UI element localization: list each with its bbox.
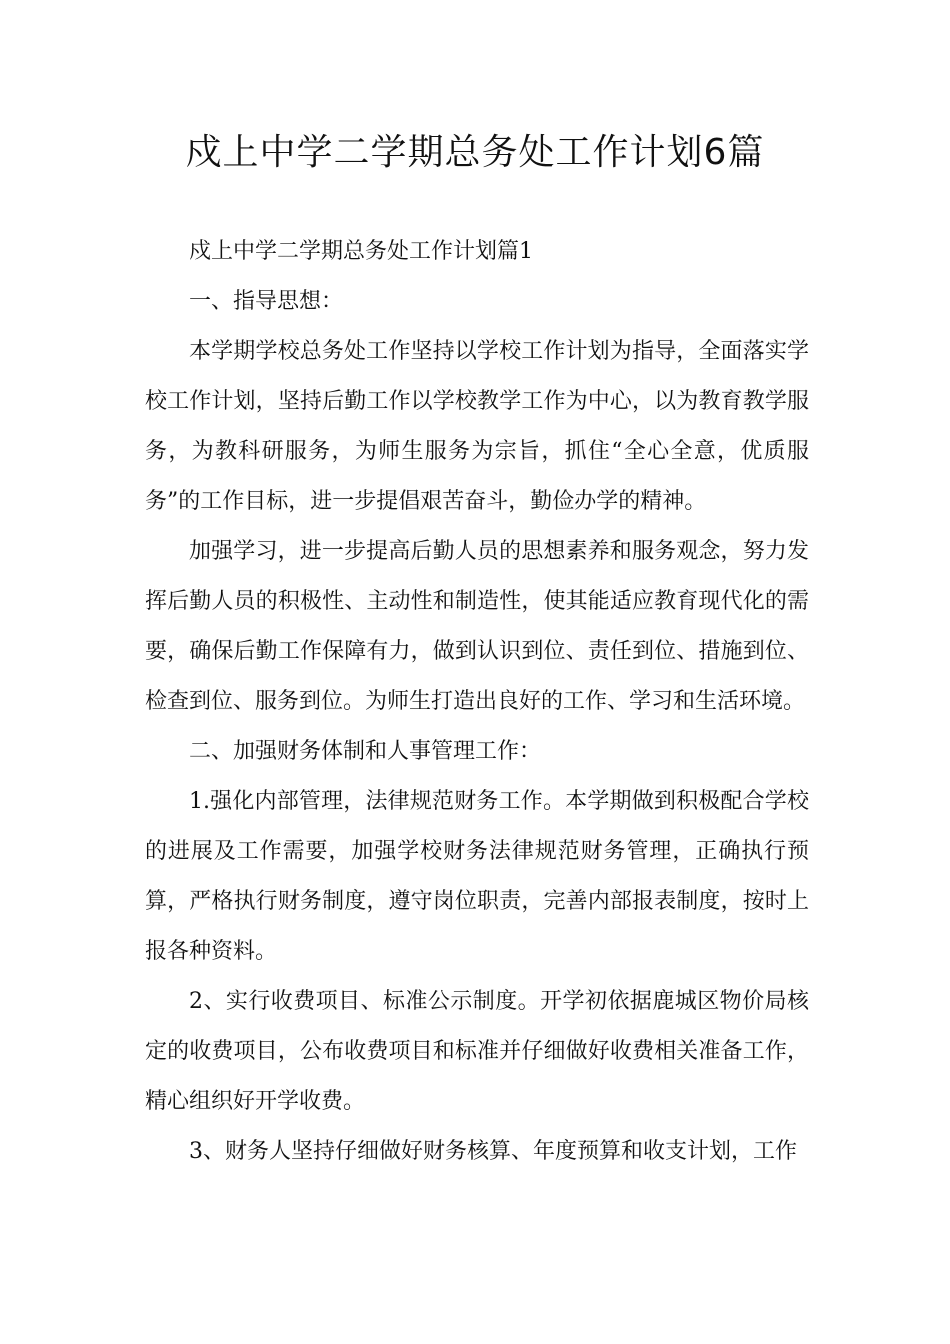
section-heading: 一、指导思想： xyxy=(189,289,344,314)
body-paragraph: 加强学习，进一步提高后勤人员的思想素养和服务观念，努力发挥后勤人员的积极性、主动性和制造性，使其能适应教育现代化的需要，确保后勤工作保障有力，做到认识到位、责任到位、措施到位、检查到位、服务到位。为师生打造出良好的工作、学习和生活环境。 xyxy=(145,539,809,714)
body-paragraph: 本学期学校总务处工作坚持以学校工作计划为指导，全面落实学校工作计划，坚持后勤工作以学校教学工作为中心，以为教育教学服务，为教科研服务，为师生服务为宗旨，抓住“全心全意，优质服务”的工作目标，进一步提倡艰苦奋斗，勤俭办学的精神。 xyxy=(145,339,809,514)
body-paragraph: 3、财务人坚持仔细做好财务核算、年度预算和收支计划，工作 xyxy=(189,1139,797,1164)
document-body xyxy=(145,227,809,1177)
section-heading: 戍上中学二学期总务处工作计划篇1 xyxy=(189,239,533,264)
document-title: 戍上中学二学期总务处工作计划6篇 xyxy=(185,132,765,173)
section-heading: 二、加强财务体制和人事管理工作： xyxy=(189,739,542,764)
body-paragraph: 1.强化内部管理，法律规范财务工作。本学期做到积极配合学校的进展及工作需要，加强学校财务法律规范财务管理，正确执行预算，严格执行财务制度，遵守岗位职责，完善内部报表制度，按时上报各种资料。 xyxy=(145,789,809,964)
body-paragraph: 2、实行收费项目、标准公示制度。开学初依据鹿城区物价局核定的收费项目，公布收费项目和标准并仔细做好收费相关准备工作，精心组织好开学收费。 xyxy=(145,989,809,1114)
